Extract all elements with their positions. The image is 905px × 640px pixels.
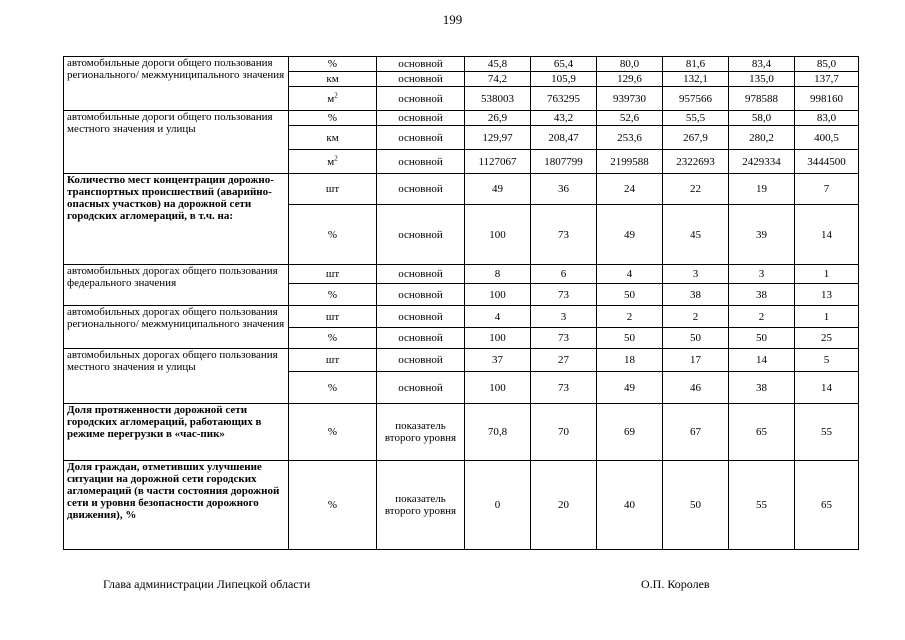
value-cell: 67	[663, 404, 729, 461]
unit-cell	[289, 111, 377, 126]
value-cell: 50	[597, 328, 663, 349]
value-cell: 85,0	[795, 57, 859, 72]
value-cell: 81,6	[663, 57, 729, 72]
unit-cell	[289, 349, 377, 372]
indicator-name: Количество мест концентрации дорожно-транспортных происшествий (аварийно-опасных участков) на дорожной сети городских агломераций, в т.ч. на:	[64, 174, 289, 265]
unit-text: м	[327, 155, 335, 168]
value-cell: 45	[663, 205, 729, 265]
indicator-name: автомобильных дорогах общего пользования местного значения и улицы	[64, 349, 289, 404]
value-cell: 46	[663, 372, 729, 404]
value-cell: 39	[729, 205, 795, 265]
unit-cell	[289, 126, 377, 150]
level-cell: показатель второго уровня	[377, 461, 465, 550]
value-cell: 37	[465, 349, 531, 372]
indicators-table	[63, 56, 859, 550]
value-cell: 4	[597, 265, 663, 284]
value-cell: 70	[531, 404, 597, 461]
indicator-name: автомобильные дороги общего пользования регионального/ межмуниципального значения	[64, 57, 289, 111]
value-cell: 105,9	[531, 72, 597, 87]
unit-text: %	[327, 381, 338, 394]
table-row	[64, 349, 859, 372]
value-cell: 49	[597, 372, 663, 404]
value-cell: 50	[597, 284, 663, 306]
value-cell: 22	[663, 174, 729, 205]
unit-cell	[289, 284, 377, 306]
unit-superscript: 2	[334, 153, 338, 162]
value-cell: 14	[729, 349, 795, 372]
value-cell: 55	[795, 404, 859, 461]
unit-text: %	[327, 288, 338, 301]
value-cell: 14	[795, 205, 859, 265]
level-cell: основной	[377, 174, 465, 205]
unit-text: %	[327, 58, 338, 70]
table-row	[64, 174, 859, 205]
unit-text: км	[326, 73, 339, 85]
unit-text: км	[326, 131, 339, 144]
value-cell: 18	[597, 349, 663, 372]
value-cell: 26,9	[465, 111, 531, 126]
value-cell: 2199588	[597, 150, 663, 174]
value-cell: 400,5	[795, 126, 859, 150]
value-cell: 100	[465, 372, 531, 404]
value-cell: 135,0	[729, 72, 795, 87]
value-cell: 538003	[465, 87, 531, 111]
value-cell: 43,2	[531, 111, 597, 126]
unit-cell	[289, 265, 377, 284]
value-cell: 978588	[729, 87, 795, 111]
value-cell: 58,0	[729, 111, 795, 126]
value-cell: 267,9	[663, 126, 729, 150]
value-cell: 20	[531, 461, 597, 550]
value-cell: 49	[465, 174, 531, 205]
value-cell: 4	[465, 306, 531, 328]
unit-cell	[289, 57, 377, 72]
indicator-name: Доля граждан, отметивших улучшение ситуации на дорожной сети городских агломераций (в части состояния дорожной сети и уровня безопасности дорожного движения), %	[64, 461, 289, 550]
unit-text: %	[327, 332, 338, 344]
unit-cell	[289, 72, 377, 87]
unit-text: %	[327, 112, 338, 124]
unit-text: шт	[325, 310, 340, 323]
unit-text: м	[327, 92, 335, 105]
unit-text: %	[327, 228, 338, 241]
value-cell: 2429334	[729, 150, 795, 174]
value-cell: 40	[597, 461, 663, 550]
signature-block	[0, 577, 905, 593]
value-cell: 6	[531, 265, 597, 284]
value-cell: 1	[795, 306, 859, 328]
level-cell: основной	[377, 87, 465, 111]
value-cell: 55,5	[663, 111, 729, 126]
value-cell: 100	[465, 284, 531, 306]
value-cell: 36	[531, 174, 597, 205]
unit-cell	[289, 461, 377, 550]
value-cell: 65	[795, 461, 859, 550]
value-cell: 19	[729, 174, 795, 205]
unit-cell	[289, 87, 377, 111]
value-cell: 73	[531, 328, 597, 349]
unit-text: шт	[325, 354, 340, 366]
level-cell: основной	[377, 284, 465, 306]
value-cell: 3	[531, 306, 597, 328]
page-number: 199	[442, 12, 463, 27]
unit-cell	[289, 174, 377, 205]
value-cell: 100	[465, 205, 531, 265]
value-cell: 2322693	[663, 150, 729, 174]
value-cell: 998160	[795, 87, 859, 111]
indicator-name: автомобильных дорогах общего пользования регионального/ межмуниципального значения	[64, 306, 289, 349]
level-cell: основной	[377, 349, 465, 372]
value-cell: 137,7	[795, 72, 859, 87]
value-cell: 55	[729, 461, 795, 550]
indicator-name: автомобильных дорогах общего пользования федерального значения	[64, 265, 289, 306]
value-cell: 24	[597, 174, 663, 205]
unit-cell	[289, 150, 377, 174]
value-cell: 132,1	[663, 72, 729, 87]
level-cell: основной	[377, 306, 465, 328]
table-body	[64, 57, 859, 550]
value-cell: 83,4	[729, 57, 795, 72]
value-cell: 38	[729, 284, 795, 306]
value-cell: 17	[663, 349, 729, 372]
value-cell: 65,4	[531, 57, 597, 72]
signatory-name: О.П. Королев	[641, 577, 710, 591]
value-cell: 957566	[663, 87, 729, 111]
value-cell: 7	[795, 174, 859, 205]
level-cell: основной	[377, 265, 465, 284]
value-cell: 3	[729, 265, 795, 284]
unit-text: шт	[325, 183, 340, 195]
table-row	[64, 404, 859, 461]
value-cell: 80,0	[597, 57, 663, 72]
level-cell: основной	[377, 328, 465, 349]
value-cell: 74,2	[465, 72, 531, 87]
value-cell: 38	[663, 284, 729, 306]
table-row	[64, 111, 859, 126]
value-cell: 73	[531, 205, 597, 265]
level-cell: основной	[377, 372, 465, 404]
value-cell: 129,6	[597, 72, 663, 87]
value-cell: 65	[729, 404, 795, 461]
level-cell: основной	[377, 150, 465, 174]
value-cell: 69	[597, 404, 663, 461]
value-cell: 1127067	[465, 150, 531, 174]
table-row	[64, 57, 859, 72]
value-cell: 83,0	[795, 111, 859, 126]
value-cell: 45,8	[465, 57, 531, 72]
unit-cell	[289, 404, 377, 461]
level-cell: основной	[377, 111, 465, 126]
unit-text: %	[327, 499, 338, 511]
value-cell: 1	[795, 265, 859, 284]
value-cell: 0	[465, 461, 531, 550]
value-cell: 38	[729, 372, 795, 404]
value-cell: 2	[663, 306, 729, 328]
value-cell: 2	[597, 306, 663, 328]
unit-text: %	[327, 426, 338, 438]
indicator-name: Доля протяженности дорожной сети городских агломераций, работающих в режиме перегрузки в «час-пик»	[64, 404, 289, 461]
value-cell: 52,6	[597, 111, 663, 126]
value-cell: 25	[795, 328, 859, 349]
value-cell: 13	[795, 284, 859, 306]
value-cell: 280,2	[729, 126, 795, 150]
value-cell: 129,97	[465, 126, 531, 150]
value-cell: 208,47	[531, 126, 597, 150]
unit-cell	[289, 328, 377, 349]
value-cell: 1807799	[531, 150, 597, 174]
value-cell: 50	[663, 461, 729, 550]
unit-text: шт	[325, 268, 340, 280]
value-cell: 73	[531, 284, 597, 306]
unit-superscript: 2	[334, 90, 338, 99]
value-cell: 50	[729, 328, 795, 349]
value-cell: 100	[465, 328, 531, 349]
value-cell: 70,8	[465, 404, 531, 461]
value-cell: 50	[663, 328, 729, 349]
value-cell: 253,6	[597, 126, 663, 150]
value-cell: 3	[663, 265, 729, 284]
value-cell: 27	[531, 349, 597, 372]
value-cell: 73	[531, 372, 597, 404]
value-cell: 8	[465, 265, 531, 284]
signatory-title: Глава администрации Липецкой области	[103, 577, 311, 591]
level-cell: основной	[377, 205, 465, 265]
value-cell: 14	[795, 372, 859, 404]
level-cell: основной	[377, 126, 465, 150]
unit-cell	[289, 372, 377, 404]
value-cell: 49	[597, 205, 663, 265]
value-cell: 2	[729, 306, 795, 328]
level-cell: основной	[377, 72, 465, 87]
value-cell: 5	[795, 349, 859, 372]
value-cell: 763295	[531, 87, 597, 111]
level-cell: основной	[377, 57, 465, 72]
value-cell: 3444500	[795, 150, 859, 174]
table-row	[64, 461, 859, 550]
level-cell: показатель второго уровня	[377, 404, 465, 461]
unit-cell	[289, 205, 377, 265]
table-row	[64, 265, 859, 284]
indicator-name: автомобильные дороги общего пользования местного значения и улицы	[64, 111, 289, 174]
table-row	[64, 306, 859, 328]
value-cell: 939730	[597, 87, 663, 111]
unit-cell	[289, 306, 377, 328]
